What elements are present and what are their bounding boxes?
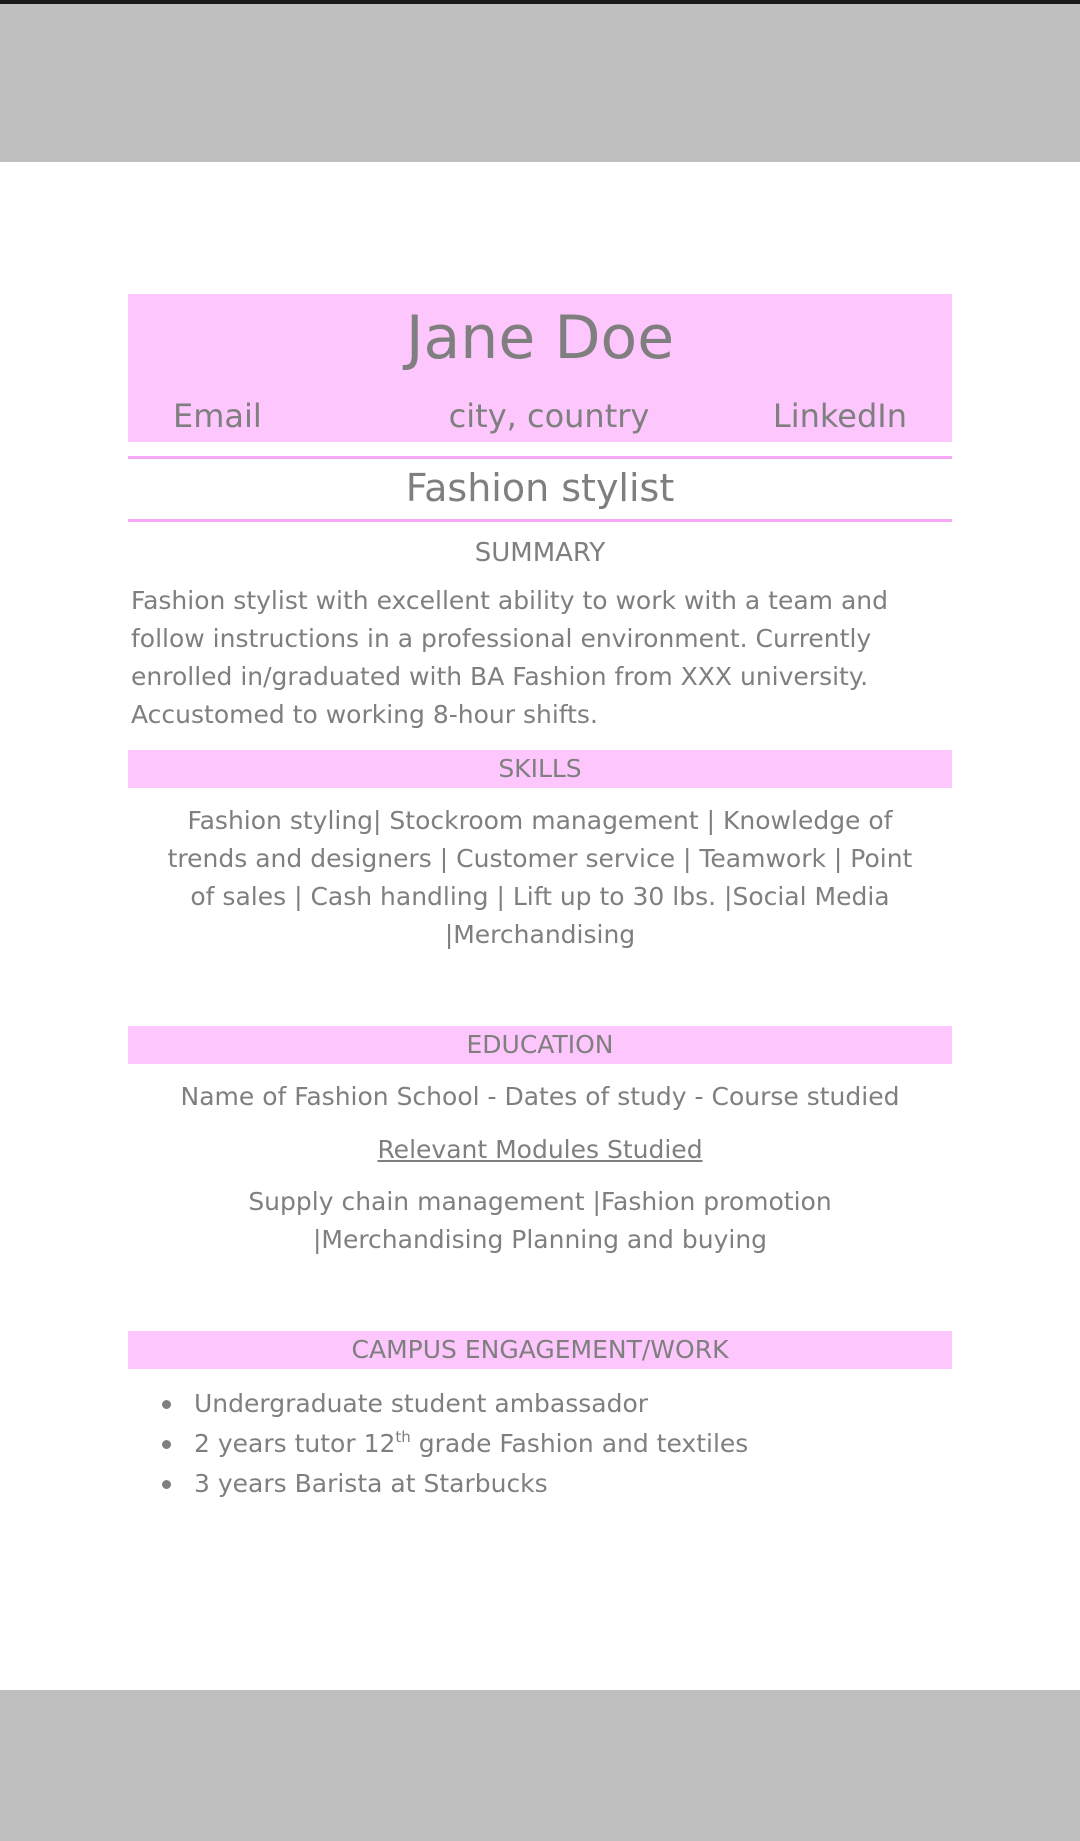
document-page — [0, 162, 1080, 1690]
modules-heading: Relevant Modules Studied — [377, 1135, 703, 1164]
summary-text: Fashion stylist with excellent ability to work with a team and follow instructions in a professional environment. Currently enrolled in/graduated with BA Fashion from XXX university. Accustomed to working 8-hour shifts. — [131, 586, 889, 729]
ordinal-superscript: th — [395, 1428, 411, 1446]
list-item — [162, 1464, 952, 1504]
resume-header — [128, 294, 952, 442]
list-item — [162, 1384, 952, 1424]
modules-text: Supply chain management |Fashion promotion |Merchandising Planning and buying — [248, 1187, 832, 1254]
campus-item-text: grade Fashion and textiles — [410, 1429, 749, 1458]
skills-text: Fashion styling| Stockroom management | Knowledge of trends and designers | Customer service | Teamwork | Point of sales | Cash handling | Lift up to 30 lbs. |Social Media |Merchandising — [167, 806, 913, 949]
campus-list — [128, 1384, 952, 1504]
list-item — [162, 1424, 952, 1464]
contact-email: Email — [173, 397, 262, 435]
education-line: Name of Fashion School - Dates of study - Course studied — [180, 1082, 900, 1111]
role-bottom-rule — [128, 519, 952, 522]
campus-item-text: 3 years Barista at Starbucks — [194, 1469, 548, 1498]
skills-heading: SKILLS — [128, 750, 952, 788]
contact-linkedin: LinkedIn — [772, 397, 907, 435]
resume-content — [128, 294, 952, 1504]
campus-item-text: Undergraduate student ambassador — [194, 1389, 649, 1418]
education-heading: EDUCATION — [128, 1026, 952, 1064]
candidate-name: Jane Doe — [405, 303, 675, 373]
campus-item-text: 2 years tutor 12 — [194, 1429, 396, 1458]
job-title: Fashion stylist — [405, 466, 675, 510]
summary-heading: SUMMARY — [474, 538, 606, 568]
viewer-top-strip — [0, 0, 1080, 4]
campus-heading: CAMPUS ENGAGEMENT/WORK — [128, 1331, 952, 1369]
contact-location: city, country — [448, 397, 650, 435]
